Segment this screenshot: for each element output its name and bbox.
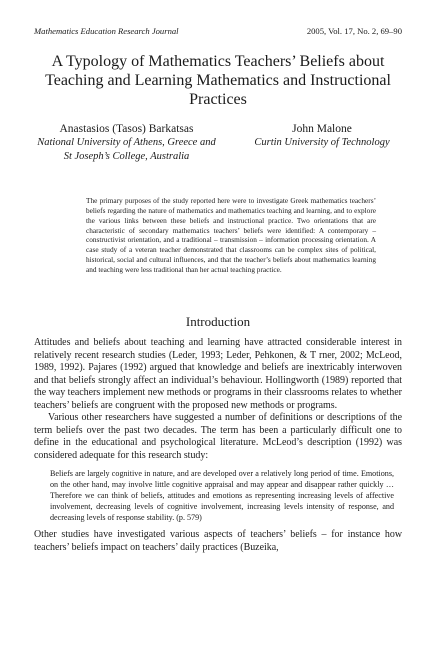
section-heading: Introduction [185, 314, 251, 329]
journal-name: Mathematics Education Research Journal [34, 26, 179, 36]
block-quote: Beliefs are largely cognitive in nature, and are developed over a relatively long period of time. Emotions, on the other hand, may involve little cognitive appraisal and may appear and disappear rather quickly … Therefore we can think of beliefs, attitudes and emotions as representing increasing levels of affective involvement, decreasing levels of cognitive involvement, increasing levels intensity of response, and decreasing levels of response stability. (p. 579) [50, 469, 394, 522]
abstract: The primary purposes of the study reported here were to investigate Greek mathematics teachers’ beliefs regarding the nature of mathematics and mathematics teaching and learning, and to explore the various links between these beliefs and instructional practice. Two orientations that are characteristic of secondary mathematics teachers’ beliefs were identified: A contemporary – constructivist orientation, and a traditional – transmission – information processing orientation. A case study of a veteran teacher demonstrated that classrooms can be complex sites of political, historical, social and cultural influences, and that the teacher’s beliefs about mathematics learning and teaching were less traditional than her actual teaching practice. [86, 196, 376, 274]
author-affiliation: Curtin University of Technology [254, 137, 390, 148]
running-head [34, 26, 402, 36]
body-text [34, 337, 402, 554]
author-2 [242, 122, 402, 164]
paragraph: Other studies have investigated various aspects of teachers’ beliefs – for instance how teachers’ beliefs impact on teachers’ daily practices (Buzeika, [34, 529, 402, 553]
paragraph: Attitudes and beliefs about teaching and learning have attracted considerable interest in relatively recent research studies (Leder, 1993; Leder, Pehkonen, & T rner, 2002; McLeod, 1989, 1992). Pajares (1992) argued that knowledge and beliefs are inextricably interwoven and that beliefs strongly affect an individual’s behaviour. Hollingworth (1989) reported that the way teachers implement new methods or programs in their classrooms relates to whether teachers’ beliefs are congruent with the proposed new methods or programs. [34, 337, 402, 411]
author-name: Anastasios (Tasos) Barkatsas [59, 123, 194, 135]
author-block [34, 122, 402, 164]
issue-info: 2005, Vol. 17, No. 2, 69–90 [306, 26, 402, 36]
author-1 [34, 122, 219, 164]
author-name: John Malone [292, 123, 352, 135]
author-affiliation: National University of Athens, Greece and St Joseph’s College, Australia [37, 137, 216, 162]
paragraph: Various other researchers have suggested a number of definitions or descriptions of the term beliefs over the past two decades. The term has been a particularly difficult one to define in the educational and psychological literature. McLeod’s description (1992) was considered adequate for this research study: [34, 412, 402, 461]
paper-title: A Typology of Mathematics Teachers’ Beliefs about Teaching and Learning Mathematics and Instructional Practices [45, 53, 391, 108]
